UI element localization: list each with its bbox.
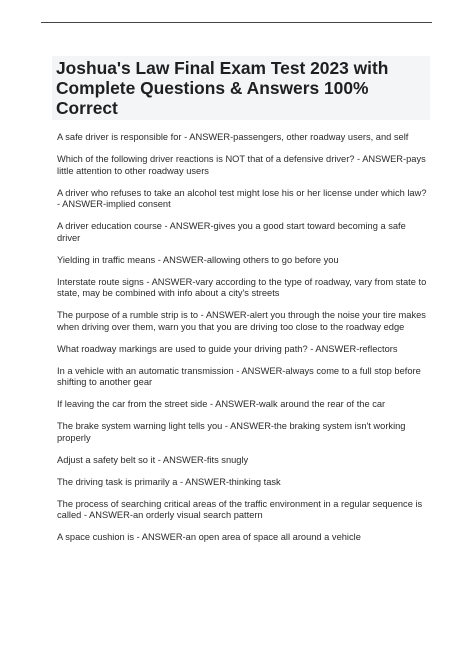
qa-list <box>57 132 429 554</box>
qa-item: A driver who refuses to take an alcohol test might lose his or her license under which law? - ANSWER-implied consent <box>57 187 427 209</box>
qa-item: A space cushion is - ANSWER-an open area of space all around a vehicle <box>57 532 361 542</box>
qa-item: If leaving the car from the street side - ANSWER-walk around the rear of the car <box>57 399 386 409</box>
qa-item: What roadway markings are used to guide your driving path? - ANSWER-reflectors <box>57 343 398 354</box>
qa-item: The purpose of a rumble strip is to - ANSWER-alert you through the noise your tire makes when driving over them, warn you that you are driving too close to the roadway edge <box>57 310 426 332</box>
qa-item: The driving task is primarily a - ANSWER-thinking task <box>57 476 281 487</box>
header-divider <box>41 22 432 23</box>
qa-item: The brake system warning light tells you - ANSWER-the braking system isn't working properly <box>57 421 406 443</box>
qa-item: Adjust a safety belt so it - ANSWER-fits snugly <box>57 454 249 465</box>
title-block <box>52 56 430 120</box>
qa-item: Which of the following driver reactions is NOT that of a defensive driver? - ANSWER-pays little attention to other roadway users <box>57 154 426 176</box>
qa-item: Interstate route signs - ANSWER-vary according to the type of roadway, vary from state to state, may be combined with info about a city's streets <box>57 276 427 298</box>
qa-item: The process of searching critical areas of the traffic environment in a regular sequence is called - ANSWER-an orderly visual search pattern <box>57 498 423 520</box>
qa-item: In a vehicle with an automatic transmission - ANSWER-always come to a full stop before shifting to another gear <box>57 365 421 387</box>
qa-item: Yielding in traffic means - ANSWER-allowing others to go before you <box>57 254 339 265</box>
qa-item: A driver education course - ANSWER-gives you a good start toward becoming a safe driver <box>57 221 406 243</box>
qa-item: A safe driver is responsible for - ANSWER-passengers, other roadway users, and self <box>57 132 409 142</box>
document-title: Joshua's Law Final Exam Test 2023 with Complete Questions & Answers 100% Correct <box>56 58 389 118</box>
